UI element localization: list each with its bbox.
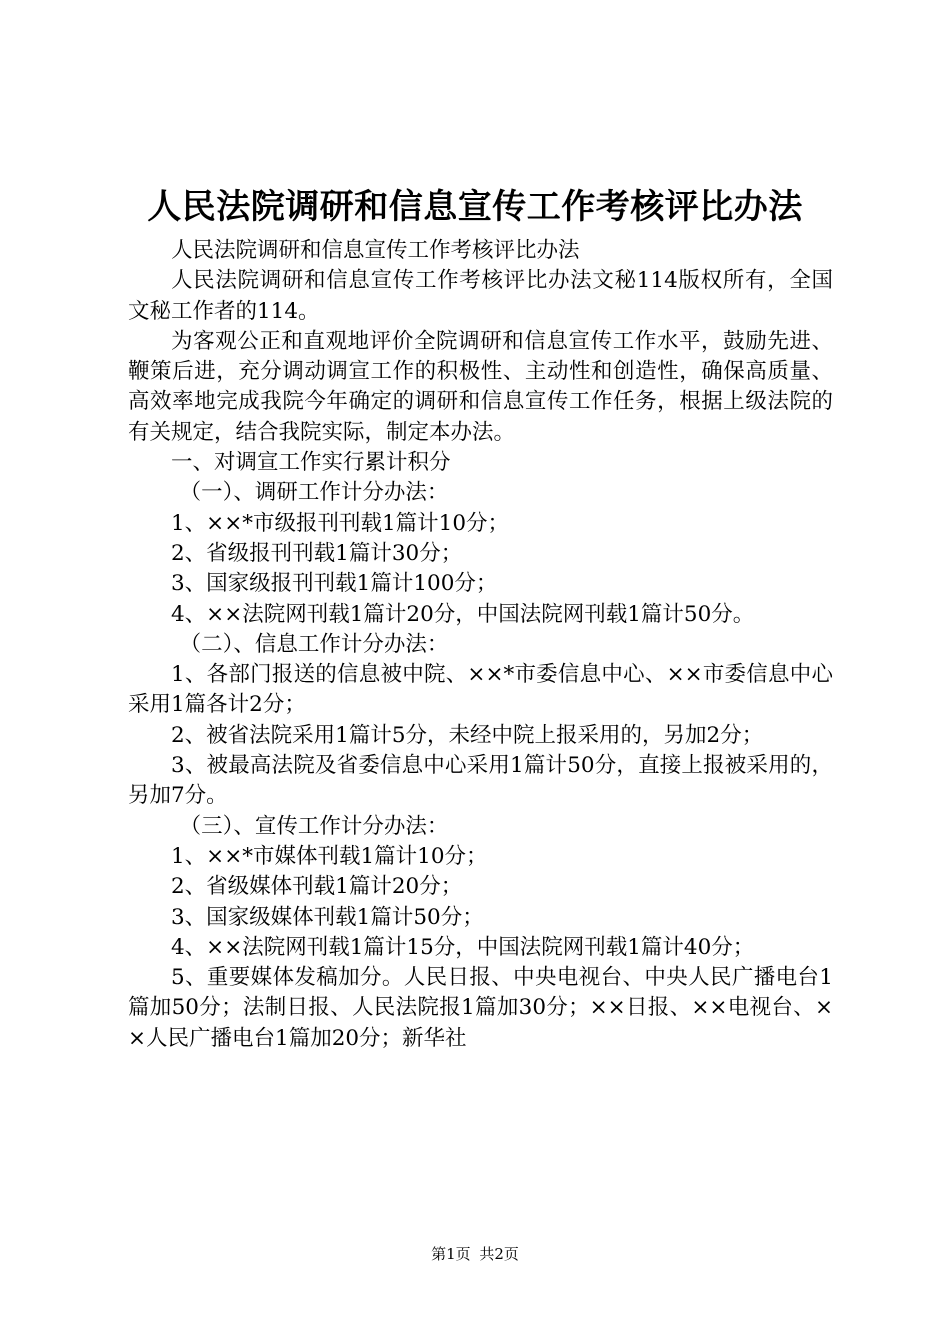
subsection-heading: （三）、宣传工作计分办法： [179,813,449,839]
list-item: 3、国家级媒体刊载1篇计50分； [171,904,484,930]
paragraph: 人民法院调研和信息宣传工作考核评比办法 [171,238,580,263]
list-item: 3、被最高法院及省委信息中心采用1篇计50分，直接上报被采用的，另加7分。 [128,753,833,809]
section-heading: 一、对调宣工作实行累计积分 [171,450,451,476]
document-title: 人民法院调研和信息宣传工作考核评比办法 [147,187,803,227]
list-item: 4、××法院网刊载1篇计15分，中国法院网刊载1篇计40分； [171,934,755,960]
page-number: 第1页 [431,1245,471,1263]
subsection-heading: （二）、信息工作计分办法： [179,631,449,657]
list-item: 3、国家级报刊刊载1篇计100分； [171,571,498,597]
list-item: 5、重要媒体发稿加分。人民日报、中央电视台、中央人民广播电台1篇加50分；法制日报、人民法院报1篇加30分；××日报、××电视台、××人民广播电台1篇加20分；新华社 [128,965,833,1051]
list-item: 4、××法院网刊载1篇计20分，中国法院网刊载1篇计50分。 [171,601,755,627]
list-item: 2、被省法院采用1篇计5分，未经中院上报采用的，另加2分； [171,722,764,748]
paragraph: 人民法院调研和信息宣传工作考核评比办法文秘114版权所有，全国文秘工作者的114。 [128,268,833,324]
subsection-heading: （一）、调研工作计分办法： [179,480,449,506]
page-footer [0,1244,950,1264]
list-item: 1、××*市级报刊刊载1篇计10分； [171,510,509,536]
paragraph: 为客观公正和直观地评价全院调研和信息宣传工作水平，鼓励先进、鞭策后进，充分调动调宣工作的积极性、主动性和创造性，确保高质量、高效率地完成我院今年确定的调研和信息宣传工作任务，根据上级法院的有关规定，结合我院实际，制定本办法。 [128,328,833,445]
document-body [128,236,833,1054]
list-item: 1、各部门报送的信息被中院、××*市委信息中心、××市委信息中心采用1篇各计2分； [128,662,833,718]
list-item: 2、省级媒体刊载1篇计20分； [171,874,463,900]
page-total: 共2页 [479,1245,519,1263]
list-item: 1、××*市媒体刊载1篇计10分； [171,843,488,869]
list-item: 2、省级报刊刊载1篇计30分； [171,540,463,566]
